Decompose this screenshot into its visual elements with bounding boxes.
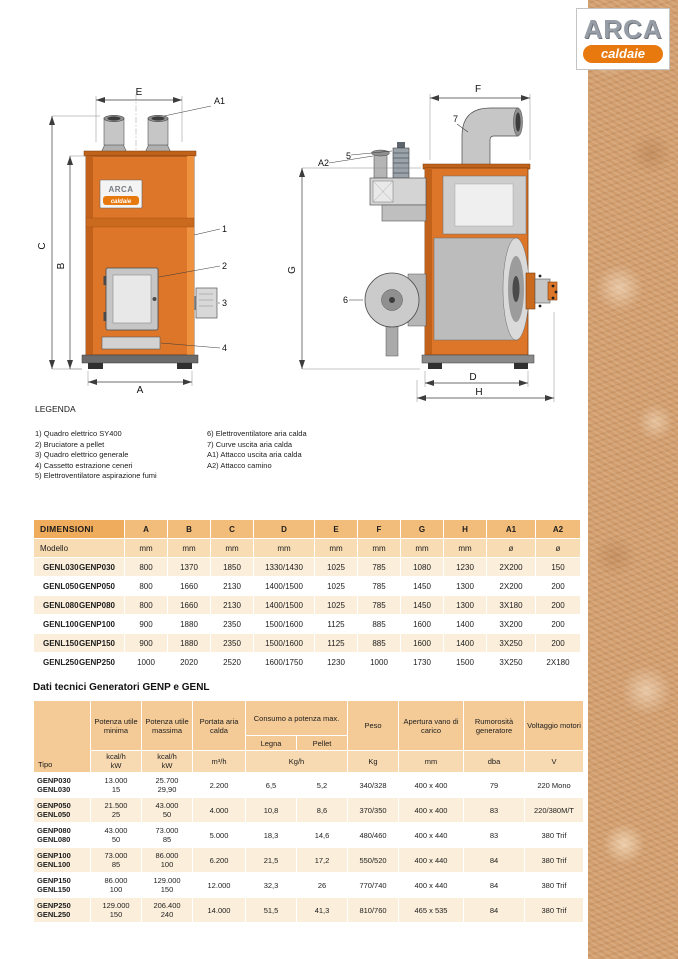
legend-item: 5) Elettroventilatore aspirazione fumi: [35, 471, 157, 480]
front-base: [82, 355, 198, 369]
dimensions-table-title: DIMENSIONI: [34, 520, 124, 538]
tech-model-cell: [34, 823, 90, 847]
dim-value: 885: [358, 634, 400, 652]
tech-col-apertura: Apertura vano di carico: [399, 701, 463, 750]
portata-cell: 4.000: [193, 798, 245, 822]
hot-air-fan: [365, 273, 426, 356]
tech-header-row-1: [34, 701, 583, 735]
dim-value: 1230: [315, 653, 357, 671]
dim-value: 1500/1600: [254, 615, 314, 633]
portata-cell: 12.000: [193, 873, 245, 897]
dimensions-row: [34, 634, 580, 652]
dim-value: 1000: [358, 653, 400, 671]
apertura-cell: 400 x 440: [399, 848, 463, 872]
unit-mm: mm: [399, 751, 463, 772]
callout-5: 5: [346, 151, 352, 161]
dim-value: 2X200: [487, 558, 535, 576]
dim-value: 1600: [401, 615, 443, 633]
callout-a2: A2: [318, 158, 330, 168]
dim-value: 1450: [401, 577, 443, 595]
dim-value: 1025: [315, 596, 357, 614]
dim-col-b: B: [168, 520, 210, 538]
legend-item: 4) Cassetto estrazione ceneri: [35, 460, 133, 470]
arca-logo-brand: ARCA: [583, 13, 663, 44]
dimensions-units-row: [34, 539, 580, 557]
dim-unit: mm: [168, 539, 210, 557]
legna-cell: 10,8: [246, 798, 296, 822]
model-genl: GENL050: [37, 810, 71, 819]
burner-sight-tube: [526, 273, 557, 309]
dim-col-g: G: [401, 520, 443, 538]
legend-item: 2) Bruciatore a pellet: [35, 439, 105, 449]
dim-value: 2020: [168, 653, 210, 671]
legend-item: 3) Quadro elettrico generale: [35, 450, 129, 459]
pellet-burner-assembly: [370, 142, 426, 221]
model-genp: GENP030: [78, 562, 115, 572]
dim-value: 785: [358, 558, 400, 576]
dim-value: 800: [125, 596, 167, 614]
dim-value: 1880: [168, 615, 210, 633]
dim-col-a2: A2: [536, 520, 580, 538]
model-genl: GENL030: [43, 562, 79, 572]
model-genp: GENP050: [37, 801, 71, 810]
tech-row: [34, 873, 583, 897]
dimensions-row: [34, 615, 580, 633]
dim-unit: mm: [358, 539, 400, 557]
tech-col-potenza-max: Potenza utile massima: [142, 701, 192, 750]
arca-logo-caldaie: caldaie: [583, 45, 663, 63]
front-view-diagram: [37, 87, 227, 396]
dim-value: 2X180: [536, 653, 580, 671]
model-genp: GENP250: [78, 657, 115, 667]
plate-brand-text: ARCA: [108, 185, 134, 194]
dim-value: 1600: [401, 634, 443, 652]
tech-model-cell: [34, 798, 90, 822]
legend-item: 7) Curve uscita aria calda: [207, 439, 293, 449]
dim-unit: mm: [444, 539, 486, 557]
dim-value: 1080: [401, 558, 443, 576]
plate-sub-text: caldaie: [110, 199, 132, 205]
dim-label-h: H: [475, 387, 483, 398]
potenza-min-cell: 86.000 100: [91, 873, 141, 897]
legna-cell: 32,3: [246, 873, 296, 897]
model-cell: [34, 577, 124, 595]
tech-col-peso: Peso: [348, 701, 398, 750]
callout-a1: A1: [214, 96, 226, 106]
model-genl: GENL250: [43, 657, 79, 667]
dim-value: 3X180: [487, 596, 535, 614]
tech-col-potenza-min: Potenza utile minima: [91, 701, 141, 750]
dim-value: 1300: [444, 577, 486, 595]
pellet-cell: 5,2: [297, 773, 347, 797]
dim-value: 2130: [211, 577, 253, 595]
unit-v: V: [525, 751, 583, 772]
dim-value: 200: [536, 615, 580, 633]
dim-value: 1025: [315, 577, 357, 595]
dim-label-g: G: [287, 266, 298, 274]
dim-value: 3X250: [487, 634, 535, 652]
tech-row: [34, 898, 583, 922]
legend-title: LEGENDA: [35, 404, 76, 414]
model-genp: GENP080: [37, 826, 71, 835]
dim-value: 1450: [401, 596, 443, 614]
model-genl: GENL050: [43, 581, 79, 591]
dim-value: 2350: [211, 615, 253, 633]
tech-data-table: [33, 700, 584, 923]
model-genp: GENP100: [37, 851, 71, 860]
tech-col-tipo: Tipo: [34, 701, 90, 772]
dim-value: 3X200: [487, 615, 535, 633]
apertura-cell: 400 x 440: [399, 823, 463, 847]
unit-kcal-kw: kcal/h kW: [142, 751, 192, 772]
boiler-side-body: [423, 164, 530, 355]
tech-model-cell: [34, 873, 90, 897]
dim-value: 1600/1750: [254, 653, 314, 671]
peso-cell: 370/350: [348, 798, 398, 822]
dim-value: 1300: [444, 596, 486, 614]
apertura-cell: 400 x 440: [399, 873, 463, 897]
dim-value: 1500/1600: [254, 634, 314, 652]
pellet-cell: 17,2: [297, 848, 347, 872]
portata-cell: 14.000: [193, 898, 245, 922]
tech-row: [34, 798, 583, 822]
dim-value: 1125: [315, 634, 357, 652]
legna-cell: 21,5: [246, 848, 296, 872]
dim-value: 2520: [211, 653, 253, 671]
dim-value: 1500: [444, 653, 486, 671]
callout-1: 1: [222, 224, 228, 234]
unit-kg: Kg: [348, 751, 398, 772]
tech-row: [34, 848, 583, 872]
portata-cell: 2.200: [193, 773, 245, 797]
dim-label-d: D: [469, 372, 477, 383]
dim-label-f: F: [474, 84, 482, 95]
model-cell: [34, 558, 124, 576]
potenza-max-cell: 206.400 240: [142, 898, 192, 922]
peso-cell: 770/740: [348, 873, 398, 897]
dim-value: 1125: [315, 615, 357, 633]
potenza-min-cell: 129.000 150: [91, 898, 141, 922]
dim-unit: mm: [125, 539, 167, 557]
side-control-box: [194, 288, 217, 318]
voltaggio-cell: 380 Trif: [525, 823, 583, 847]
modello-label: Modello: [34, 539, 124, 557]
dim-label-e: E: [135, 87, 143, 98]
tech-model-cell: [34, 773, 90, 797]
model-genl: GENL150: [37, 885, 71, 894]
model-genl: GENL080: [37, 835, 71, 844]
model-genp: GENP150: [78, 638, 115, 648]
unit-dba: dba: [464, 751, 524, 772]
tech-table-title: Dati tecnici Generatori GENP e GENL: [33, 682, 210, 693]
model-genl: GENL250: [37, 910, 71, 919]
tech-col-consumo: Consumo a potenza max.: [246, 701, 347, 735]
dim-col-h: H: [444, 520, 486, 538]
model-genl: GENL100: [37, 860, 71, 869]
rumorosita-cell: 84: [464, 848, 524, 872]
model-cell: [34, 596, 124, 614]
potenza-max-cell: 86.000 100: [142, 848, 192, 872]
dim-label-b: B: [56, 262, 67, 270]
dim-value: 3X250: [487, 653, 535, 671]
legend-item: 1) Quadro elettrico SY400: [35, 429, 122, 438]
callout-2: 2: [222, 261, 228, 271]
dim-value: 1400: [444, 634, 486, 652]
dim-value: 200: [536, 634, 580, 652]
dim-value: 1370: [168, 558, 210, 576]
dimensions-row: [34, 577, 580, 595]
legend-item: 6) Elettroventilatore aria calda: [207, 429, 307, 438]
dim-value: 2X200: [487, 577, 535, 595]
tech-col-pellet: Pellet: [297, 736, 347, 750]
dim-value: 885: [358, 615, 400, 633]
potenza-min-cell: 13.000 15: [91, 773, 141, 797]
callout-3: 3: [222, 298, 228, 308]
model-cell: [34, 634, 124, 652]
rumorosita-cell: 83: [464, 798, 524, 822]
dimensions-row: [34, 596, 580, 614]
dim-value: 150: [536, 558, 580, 576]
callout-4: 4: [222, 343, 228, 353]
legend-item: A1) Attacco uscita aria calda: [207, 450, 302, 459]
potenza-min-cell: 73.000 85: [91, 848, 141, 872]
tech-model-cell: [34, 848, 90, 872]
tech-model-cell: [34, 898, 90, 922]
dim-label-c: C: [37, 242, 48, 250]
legna-cell: 18,3: [246, 823, 296, 847]
dim-value: 1880: [168, 634, 210, 652]
unit-kgh: Kg/h: [246, 751, 347, 772]
voltaggio-cell: 380 Trif: [525, 873, 583, 897]
voltaggio-cell: 380 Trif: [525, 848, 583, 872]
rumorosita-cell: 84: [464, 873, 524, 897]
potenza-max-cell: 129.000 150: [142, 873, 192, 897]
dim-unit: mm: [211, 539, 253, 557]
tech-row: [34, 773, 583, 797]
dim-col-f: F: [358, 520, 400, 538]
tech-col-legna: Legna: [246, 736, 296, 750]
rumorosita-cell: 79: [464, 773, 524, 797]
dim-col-e: E: [315, 520, 357, 538]
air-outlet-elbow: [462, 108, 523, 166]
model-genp: GENP250: [37, 901, 71, 910]
dim-col-a1: A1: [487, 520, 535, 538]
model-genp: GENP080: [78, 600, 115, 610]
dim-value: 1330/1430: [254, 558, 314, 576]
dimensions-row: [34, 653, 580, 671]
side-base: [422, 355, 534, 369]
voltaggio-cell: 220 Mono: [525, 773, 583, 797]
dim-unit: mm: [254, 539, 314, 557]
apertura-cell: 400 x 400: [399, 773, 463, 797]
legend: [35, 404, 357, 482]
front-door: [104, 268, 159, 330]
dim-value: 1730: [401, 653, 443, 671]
arca-logo: [576, 8, 670, 70]
portata-cell: 5.000: [193, 823, 245, 847]
legna-cell: 51,5: [246, 898, 296, 922]
dim-col-c: C: [211, 520, 253, 538]
rumorosita-cell: 84: [464, 898, 524, 922]
dim-value: 1660: [168, 596, 210, 614]
callout-6: 6: [343, 295, 349, 305]
model-genp: GENP150: [37, 876, 71, 885]
potenza-max-cell: 73.000 85: [142, 823, 192, 847]
dim-value: 900: [125, 634, 167, 652]
boiler-technical-drawings: [30, 80, 575, 425]
dim-value: 1230: [444, 558, 486, 576]
peso-cell: 810/760: [348, 898, 398, 922]
dim-col-a: A: [125, 520, 167, 538]
pellet-cell: 41,3: [297, 898, 347, 922]
ash-drawer: [102, 337, 160, 349]
voltaggio-cell: 220/380M/T: [525, 798, 583, 822]
tech-col-rumorosita: Rumorosità generatore: [464, 701, 524, 750]
legend-item: A2) Attacco camino: [207, 460, 272, 470]
potenza-min-cell: 43.000 50: [91, 823, 141, 847]
model-genp: GENP050: [78, 581, 115, 591]
dim-value: 900: [125, 615, 167, 633]
dim-value: 1400/1500: [254, 577, 314, 595]
callout-7: 7: [453, 114, 459, 124]
dim-value: 200: [536, 577, 580, 595]
rumorosita-cell: 83: [464, 823, 524, 847]
model-genl: GENL080: [43, 600, 79, 610]
dimensions-header-row: [34, 520, 580, 538]
model-genl: GENL150: [43, 638, 79, 648]
legna-cell: 6,5: [246, 773, 296, 797]
dim-value: 785: [358, 577, 400, 595]
portata-cell: 6.200: [193, 848, 245, 872]
potenza-max-cell: 43.000 50: [142, 798, 192, 822]
tech-table-body: [34, 773, 583, 922]
dim-value: 1000: [125, 653, 167, 671]
pellet-cell: 26: [297, 873, 347, 897]
tech-units-row: [34, 751, 583, 772]
model-cell: [34, 615, 124, 633]
dim-value: 1025: [315, 558, 357, 576]
model-genl: GENL100: [43, 619, 79, 629]
dim-value: 200: [536, 596, 580, 614]
peso-cell: 480/460: [348, 823, 398, 847]
unit-kcal-kw: kcal/h kW: [91, 751, 141, 772]
dim-value: 800: [125, 558, 167, 576]
peso-cell: 550/520: [348, 848, 398, 872]
voltaggio-cell: 380 Trif: [525, 898, 583, 922]
legend-column-2: [207, 429, 357, 482]
dim-unit: mm: [315, 539, 357, 557]
dim-value: 1660: [168, 577, 210, 595]
front-brand-plate: [100, 180, 142, 208]
tech-col-voltaggio: Voltaggio motori: [525, 701, 583, 750]
dim-value: 2350: [211, 634, 253, 652]
dim-unit: ø: [487, 539, 535, 557]
dim-value: 1400/1500: [254, 596, 314, 614]
copper-texture-stripe: [588, 0, 678, 959]
model-genl: GENL030: [37, 785, 71, 794]
pellet-cell: 14,6: [297, 823, 347, 847]
dim-value: 785: [358, 596, 400, 614]
legend-column-1: [35, 429, 193, 482]
dim-label-a: A: [136, 385, 144, 396]
dim-unit: mm: [401, 539, 443, 557]
dimensions-row: [34, 558, 580, 576]
model-genp: GENP030: [37, 776, 71, 785]
tech-col-portata: Portata aria calda: [193, 701, 245, 750]
apertura-cell: 465 x 535: [399, 898, 463, 922]
potenza-max-cell: 25.700 29,90: [142, 773, 192, 797]
dim-value: 2130: [211, 596, 253, 614]
peso-cell: 340/328: [348, 773, 398, 797]
dim-unit: ø: [536, 539, 580, 557]
dim-value: 1850: [211, 558, 253, 576]
model-cell: [34, 653, 124, 671]
dimensions-table-body: [34, 558, 580, 671]
dim-value: 800: [125, 577, 167, 595]
unit-m3h: m³/h: [193, 751, 245, 772]
dim-value: 1400: [444, 615, 486, 633]
potenza-min-cell: 21.500 25: [91, 798, 141, 822]
dim-col-d: D: [254, 520, 314, 538]
model-genp: GENP100: [78, 619, 115, 629]
dimensions-table: [33, 519, 581, 672]
side-view-diagram: [287, 84, 557, 402]
pellet-cell: 8,6: [297, 798, 347, 822]
tech-row: [34, 823, 583, 847]
apertura-cell: 400 x 400: [399, 798, 463, 822]
